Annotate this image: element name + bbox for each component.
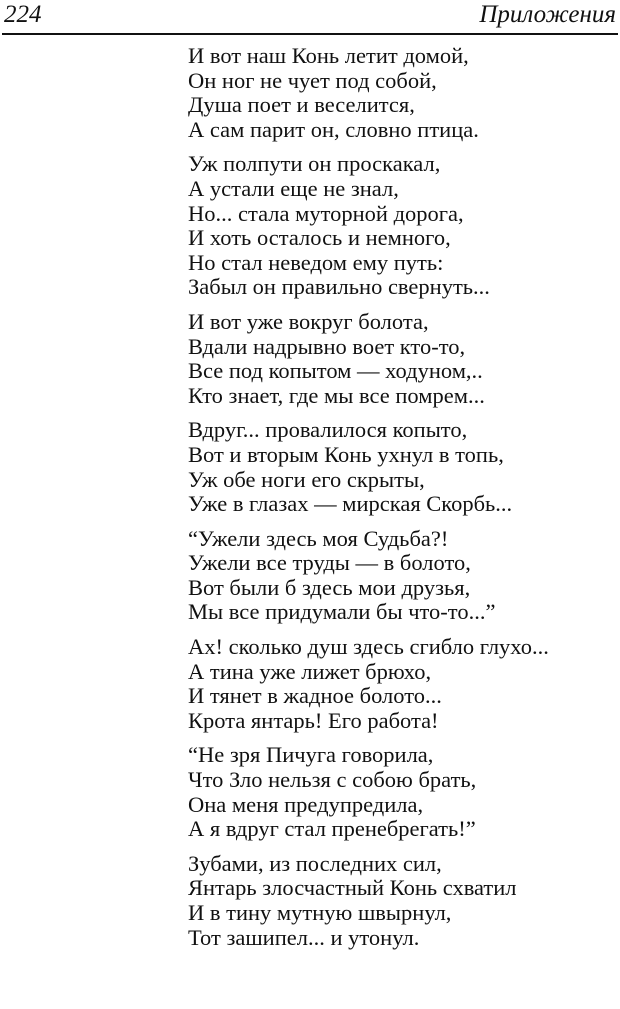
stanza <box>188 44 613 142</box>
stanza <box>188 527 613 625</box>
stanza <box>188 635 613 733</box>
poem-line: И тянет в жадное болото... <box>188 683 442 709</box>
stanza <box>188 418 613 516</box>
poem-line: “Не зря Пичуга говорила, <box>188 742 434 768</box>
poem-line: Тот зашипел... и утонул. <box>188 924 420 950</box>
stanza <box>188 852 613 950</box>
page-header <box>4 0 616 34</box>
poem-line: А тина уже лижет брюхо, <box>188 658 432 684</box>
poem-line: Вот были б здесь мои друзья, <box>188 574 471 600</box>
poem-line: Но стал неведом ему путь: <box>188 249 444 275</box>
poem-line: Он ног не чует под собой, <box>188 67 437 93</box>
poem-line: Ах! сколько душ здесь сгибло глухо... <box>188 634 549 660</box>
poem-line: И хоть осталось и немного, <box>188 225 451 251</box>
poem-line: “Ужели здесь моя Судьба?! <box>188 525 449 551</box>
poem-line: И в тину мутную швырнул, <box>188 900 452 925</box>
poem-line: А сам парит он, словно птица. <box>188 116 479 142</box>
poem-line: Янтарь злосчастный Конь схватил <box>188 875 517 901</box>
poem-line: Кто знает, где мы все помрем... <box>188 382 485 408</box>
poem-line: А я вдруг стал пренебрегать!” <box>188 816 476 842</box>
poem-line: Ужели все труды — в болото, <box>188 550 471 576</box>
header-rule <box>2 33 618 35</box>
poem-line: Уж обе ноги его скрыты, <box>188 466 425 492</box>
poem-line: Душа поет и веселится, <box>188 92 415 118</box>
stanza <box>188 743 613 841</box>
poem-line: Она меня предупредила, <box>188 791 424 817</box>
poem-line: И вот наш Конь летит домой, <box>188 43 469 68</box>
poem-line: Что Зло нельзя с собою брать, <box>188 767 477 793</box>
poem-line: Зубами, из последних сил, <box>188 850 442 876</box>
poem-body <box>188 44 613 960</box>
poem-line: Уже в глазах — мирская Скорбь... <box>188 491 513 517</box>
poem-line: Но... стала муторной дорога, <box>188 200 464 226</box>
stanza <box>188 310 613 408</box>
poem-line: Вдруг... провалилося копыто, <box>188 417 468 443</box>
poem-line: Вдали надрывно воет кто-то, <box>188 333 466 359</box>
poem-line: Вот и вторым Конь ухнул в топь, <box>188 441 504 467</box>
poem-line: А устали еще не знал, <box>188 175 399 201</box>
poem-line: Крота янтарь! Его работа! <box>188 707 439 733</box>
poem-line: И вот уже вокруг болота, <box>188 308 429 334</box>
poem-line: Уж полпути он проскакал, <box>188 151 441 177</box>
stanza <box>188 152 613 300</box>
running-title: Приложения <box>479 1 616 28</box>
poem-line: Забыл он правильно свернуть... <box>188 274 490 300</box>
poem-line: Мы все придумали бы что-то...” <box>188 599 496 625</box>
page-number: 224 <box>4 1 42 28</box>
poem-line: Все под копытом — ходуном,.. <box>188 358 483 384</box>
